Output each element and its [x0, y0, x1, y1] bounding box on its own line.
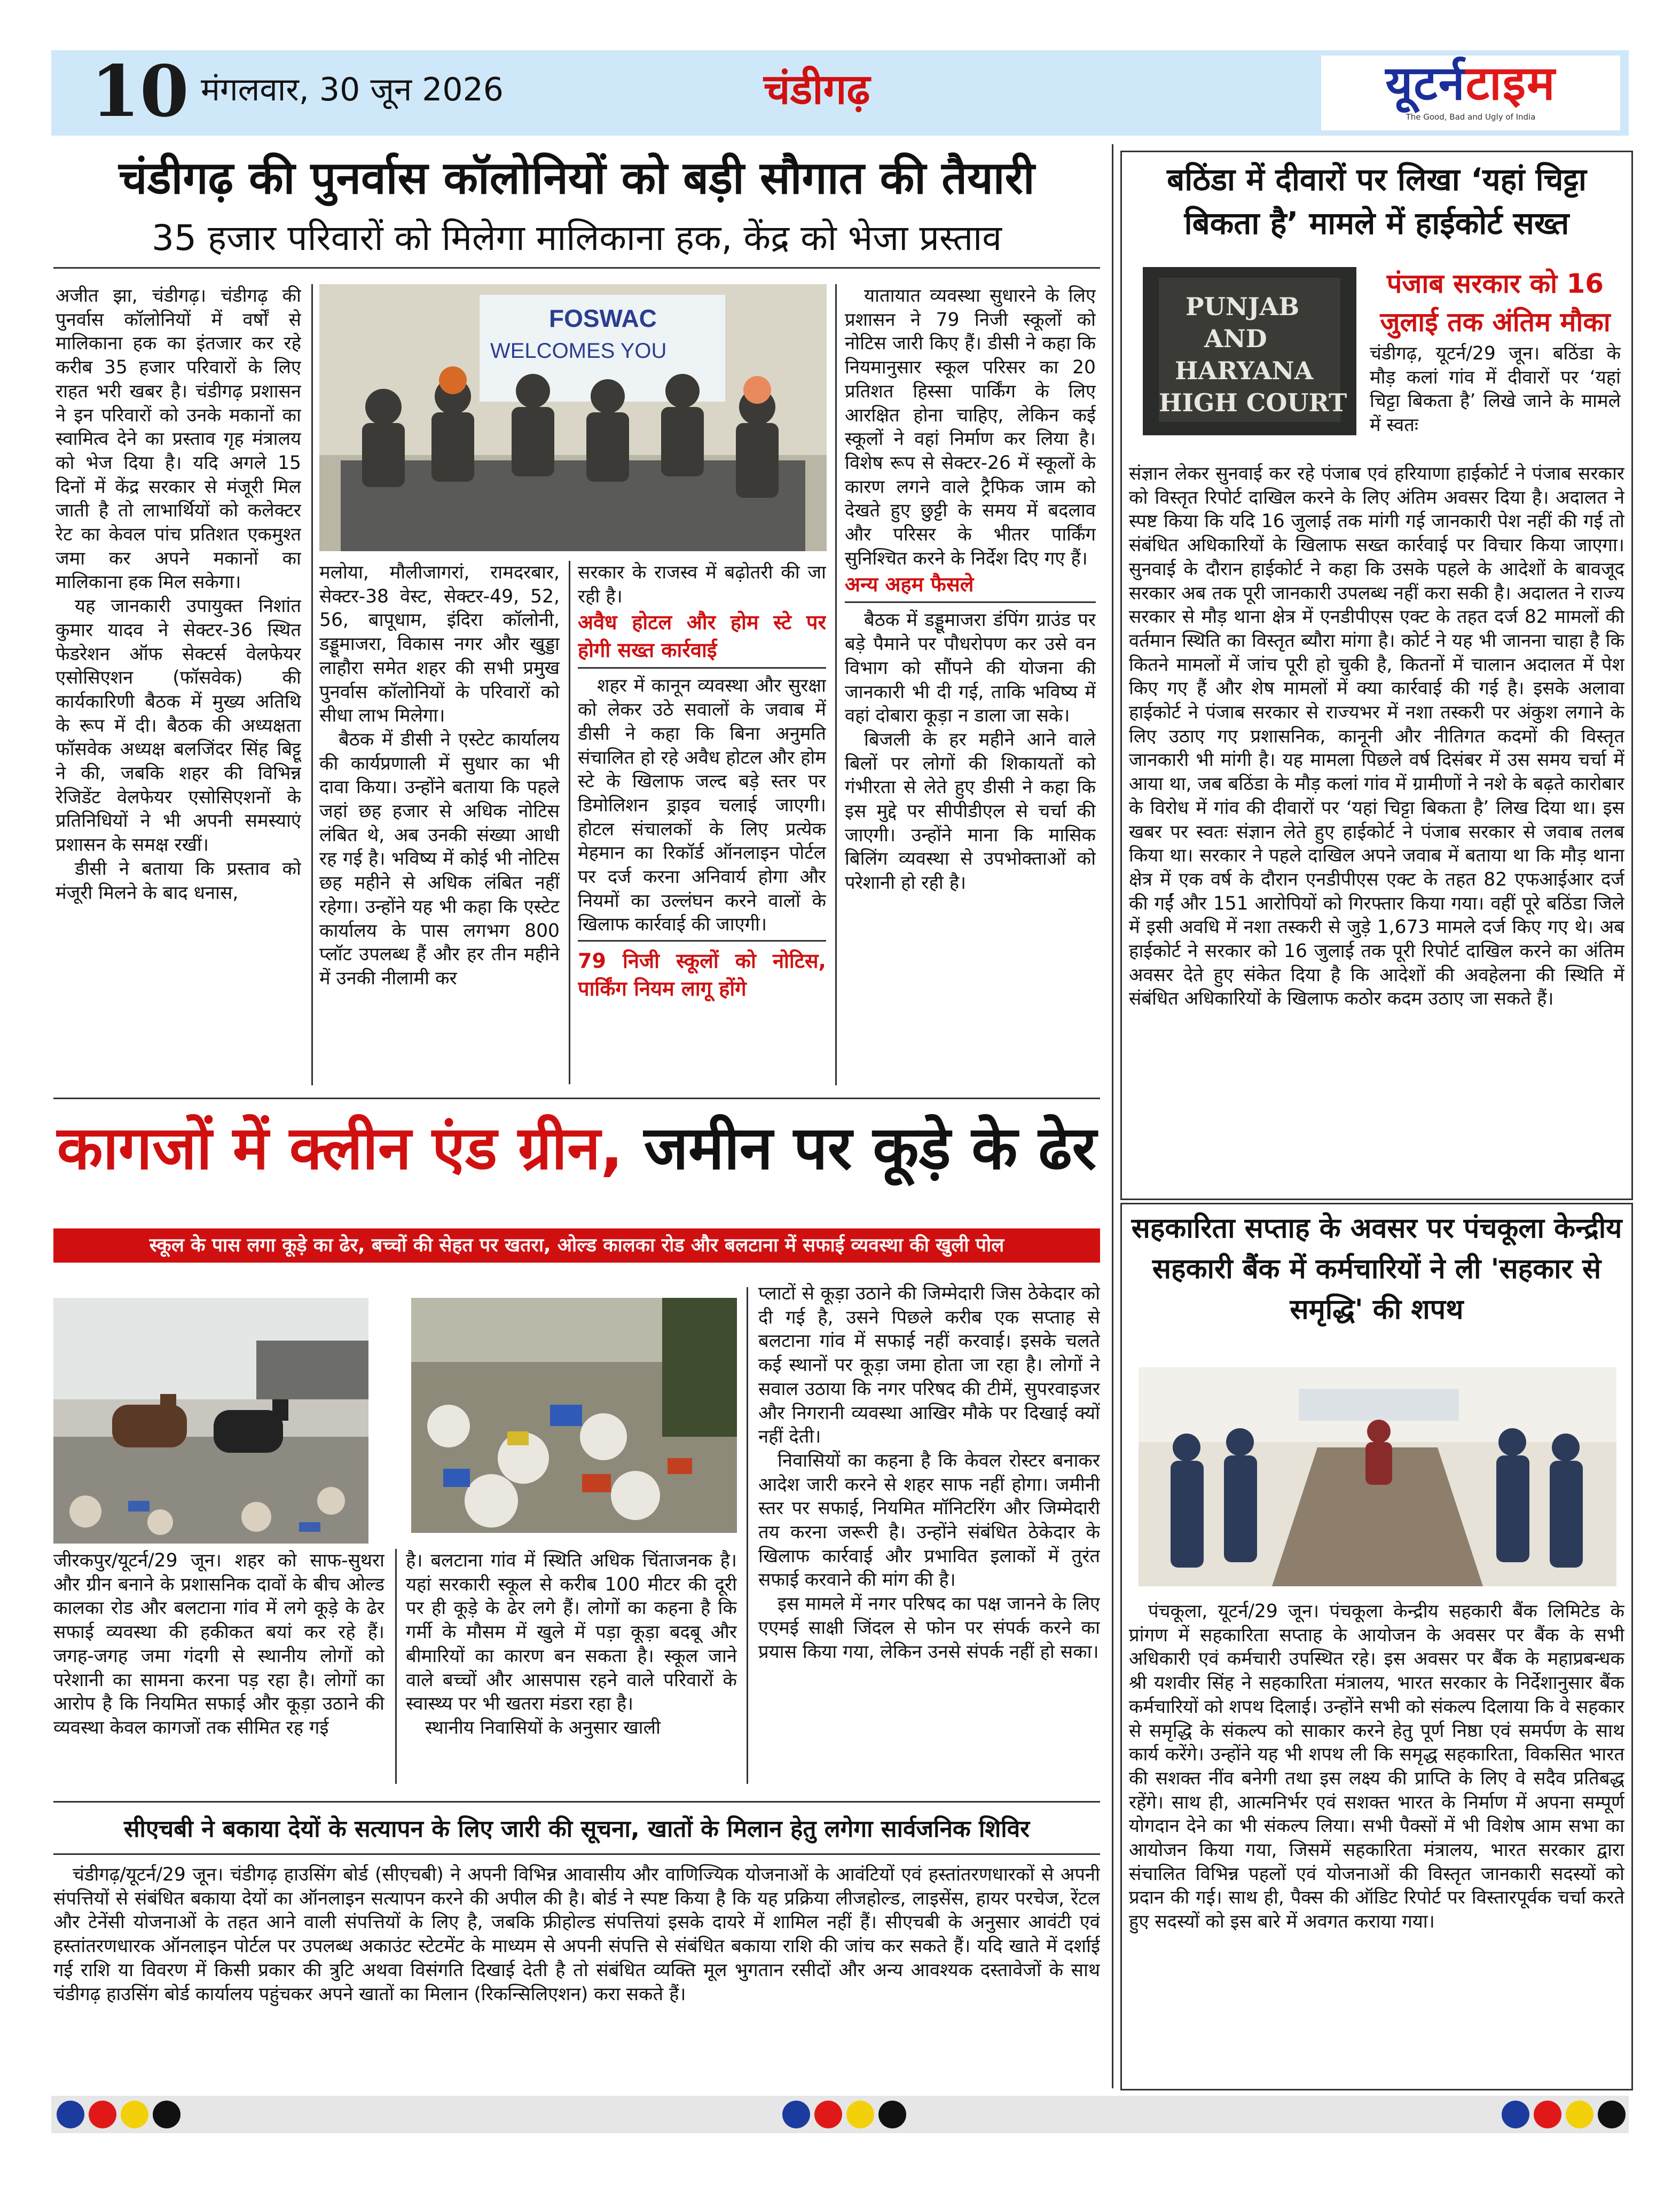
section-name: चंडीगढ़ — [764, 66, 870, 114]
paragraph: बैठक में डीसी ने एस्टेट कार्यालय की कार्यप्रणाली में सुधार का भी दावा किया। उन्होंने बताया कि पहले जहां छह हजार से अधिक नोटिस लंबित थे, अब उनकी संख्या आधी रह गई है। भविष्य में कोई भी नोटिस छह महीने से अधिक लंबित नहीं रहेगा। उन्होंने यह भी कहा कि एस्टेट कार्यालय के पास लगभग 800 प्लॉट उपलब्ध हैं और हर तीन महीने में उनकी नीलामी कर — [319, 729, 560, 989]
paragraph: बैठक में डड्डूमाजरा डंपिंग ग्राउंड पर बड़े पैमाने पर पौधरोपण कर उसे वन विभाग को सौंपने की योजना की जानकारी भी दी गई, ताकि भविष्य में वहां दोबारा कूड़ा न डाला जा सके। — [845, 609, 1096, 727]
paragraph: मलोया, मौलीजागरां, रामदरबार, सेक्टर-38 वेस्ट, सेक्टर-49, 52, 56, बापूधाम, इंदिरा कॉलोनी, डड्डूमाजरा, विकास नगर और खुड्डा लाहौरा समेत शहर की सभी प्रमुख पुनर्वास कॉलोनियों के परिवारों को सीधा लाभ मिलेगा। — [319, 562, 560, 727]
newspaper-logo — [1321, 56, 1620, 130]
divider — [845, 601, 1096, 603]
column-rule — [569, 561, 570, 1084]
logo-part2: टाइम — [1465, 56, 1556, 111]
story2-col1 — [53, 1549, 384, 1789]
story4-subheadline: पंजाब सरकार को 16 जुलाई तक अंतिम मौका — [1380, 268, 1611, 338]
story5-headline: सहकारिता सप्ताह के अवसर पर पंचकूला केन्द्रीय सहकारी बैंक में कर्मचारियों ने ली 'सहकार से समृद्धि' की शपथ — [1131, 1212, 1622, 1326]
story1-subhead-hotels: अवैध होटल और होम स्टे पर होगी सख्त कार्रवाई — [578, 610, 826, 662]
paragraph: शहर में कानून व्यवस्था और सुरक्षा को लेकर उठे सवालों के जवाब में डीसी ने कहा कि बिना अनुमति संचालित हो रहे अवैध होटल और होम स्टे के खिलाफ जल्द बड़े स्तर पर डिमोलिशन ड्राइव चलाई जाएगी। होटल संचालकों के लिए प्रत्येक मेहमान का रिकॉर्ड ऑनलाइन पोर्टल पर दर्ज करना अनिवार्य होगा और नियमों का उल्लंघन करने वालों के खिलाफ कार्रवाई की जाएगी। — [578, 675, 826, 936]
page-number: 10 — [91, 50, 189, 133]
story4-body — [1129, 462, 1624, 1196]
story2-headline-black: जमीन पर कूड़े के ढेर — [643, 1114, 1097, 1183]
story2-col3 — [758, 1282, 1100, 1789]
story1-subheadline: 35 हजार परिवारों को मिलेगा मालिकाना हक, केंद्र को भेजा प्रस्ताव — [152, 217, 1002, 259]
high-court-photo — [1143, 267, 1356, 435]
story2-strap: स्कूल के पास लगा कूड़े का ढेर, बच्चों की सेहत पर खतरा, ओल्ड कालका रोड और बलटाना में सफाई व्यवस्था की खुली पोल — [53, 1228, 1100, 1263]
story2-headline — [53, 1114, 1100, 1183]
photo-sign-text: FOSWAC — [549, 304, 657, 332]
photo-text-and: AND — [1204, 324, 1267, 353]
column-rule — [395, 1549, 397, 1784]
divider — [578, 667, 826, 669]
garbage-heap-photo — [411, 1298, 737, 1533]
story3-body — [53, 1863, 1100, 2077]
logo-part1: यूटर्न — [1385, 56, 1466, 111]
paragraph: यातायात व्यवस्था सुधारने के लिए प्रशासन ने 79 निजी स्कूलों को नोटिस जारी किए हैं। डीसी ने कहा कि नियमानुसार स्कूल परिसर का 20 प्रतिशत हिस्सा पार्किंग के लिए आरक्षित होना चाहिए, लेकिन कई स्कूलों ने वहां निर्माण कर लिया है। विशेष रूप से सेक्टर-26 में स्कूलों के कारण लगने वाले ट्रैफिक जाम को देखते हुए छुट्टी के समय में बदलाव और परिसर के भीतर पार्किंग सुनिश्चित करने के निर्देश दिए गए हैं। — [845, 285, 1096, 569]
paragraph: अजीत झा, चंडीगढ़। चंडीगढ़ की पुनर्वास कॉलोनियों में वर्षों से मालिकाना हक का इंतजार कर रहे करीब 35 हजार परिवारों के लिए राहत भरी खबर है। चंडीगढ़ प्रशासन ने इन परिवारों को उनके मकानों का स्वामित्व देने का प्रस्ताव गृह मंत्रालय को भेज दिया है। यदि अगले 15 दिनों में केंद्र सरकार से मंजूरी मिल जाती है तो लाभार्थियों को कलेक्टर रेट का केवल पांच प्रतिशत एकमुश्त जमा कर अपने मकानों का मालिकाना हक मिल सकेगा। — [56, 285, 301, 593]
paragraph: सरकार के राजस्व में बढ़ोतरी की जा रही है। — [578, 562, 826, 607]
photo-banner-text: WELCOMES YOU — [490, 339, 667, 363]
story4-headline: बठिंडा में दीवारों पर लिखा ‘यहां चिट्टा बिकता है’ मामले में हाईकोर्ट सख्त — [1167, 161, 1587, 241]
color-dots-right — [1502, 2101, 1626, 2128]
column-rule — [1112, 144, 1113, 2088]
column-rule — [311, 284, 313, 1085]
photo-text-high-court: HIGH COURT — [1159, 388, 1347, 417]
story1-col4 — [845, 284, 1096, 1085]
color-dots-left — [57, 2101, 180, 2128]
paragraph: इस मामले में नगर परिषद का पक्ष जानने के लिए एएमई साक्षी जिंदल से फोन पर संपर्क करने का प्रयास किया गया, लेकिन उनसे संपर्क नहीं हो सका। — [758, 1593, 1100, 1663]
divider — [53, 1801, 1100, 1803]
paragraph: स्थानीय निवासियों के अनुसार खाली — [425, 1717, 661, 1738]
issue-date: मंगलवार, 30 जून 2026 — [201, 71, 504, 108]
divider — [53, 1853, 1100, 1855]
paragraph: निवासियों का कहना है कि केवल रोस्टर बनाकर आदेश जारी करने से शहर साफ नहीं होगा। जमीनी स्तर पर सफाई, नियमित मॉनिटरिंग और जिम्मेदारी तय करना जरूरी है। उन्होंने संबंधित ठेकेदार के खिलाफ कार्रवाई और प्रभावित इलाकों में तुरंत सफाई करवाने की मांग की है। — [758, 1450, 1100, 1591]
column-rule — [747, 1287, 748, 1784]
story3-headline: सीएचबी ने बकाया देयों के सत्यापन के लिए जारी की सूचना, खातों के मिलान हेतु लगेगा सार्वजनिक शिविर — [123, 1815, 1030, 1843]
story1-subhead-other: अन्य अहम फैसले — [845, 573, 974, 597]
paragraph: जीरकपुर/यूटर्न/29 जून। शहर को साफ-सुथरा और ग्रीन बनाने के प्रशासनिक दावों के बीच ओल्ड कालका रोड और बलटाना गांव में लगे कूड़े के ढेर सफाई व्यवस्था की हकीकत बयां कर रहे हैं। जगह-जगह जमा गंदगी से स्थानीय लोगों को परेशानी का सामना करना पड़ रहा है। लोगों का आरोप है कि नियमित सफाई और कूड़ा उठाने की व्यवस्था केवल कागजों तक सीमित रह गई — [53, 1550, 384, 1738]
color-dots-center — [782, 2101, 906, 2128]
column-rule — [835, 284, 837, 1085]
paragraph: चंडीगढ़/यूटर्न/29 जून। चंडीगढ़ हाउसिंग बोर्ड (सीएचबी) ने अपनी विभिन्न आवासीय और वाणिज्यिक योजनाओं के आवंटियों एवं हस्तांतरणधारकों से अपनी संपत्तियों से संबंधित बकाया देयों का ऑनलाइन सत्यापन करने की अपील की है। बोर्ड ने स्पष्ट किया है कि यह प्रक्रिया लीजहोल्ड, लाइसेंस, हायर परचेज, रेंटल और टेनेंसी योजनाओं के तहत आने वाली संपत्तियों के लिए है, जबकि फ्रीहोल्ड संपत्तियां इसके दायरे में शामिल नहीं हैं। सीएचबी के अनुसार आवंटी एवं हस्तांतरणधारक ऑनलाइन पोर्टल पर उपलब्ध अकाउंट स्टेटमेंट के माध्यम से अपनी संपत्ति से संबंधित बकाया राशि की जांच कर सकते हैं। यदि खाते में दर्शाई गई राशि या विवरण में किसी प्रकार की त्रुटि अथवा विसंगति दिखाई देती है तो संबंधित व्यक्ति मूल भुगतान रसीदों और अन्य आवश्यक दस्तावेजों के साथ चंडीगढ़ हाउसिंग बोर्ड कार्यालय पहुंचकर अपने खातों का मिलान (रिकन्सिलिएशन) करा सकते हैं। — [53, 1864, 1100, 2005]
story1-col1 — [56, 284, 301, 1101]
divider — [53, 1098, 1100, 1099]
meeting-photo — [319, 284, 827, 551]
story1-headline: चंडीगढ़ की पुनर्वास कॉलोनियों को बड़ी सौगात की तैयारी — [119, 152, 1035, 204]
logo-tagline: The Good, Bad and Ugly of India — [1406, 112, 1536, 122]
paragraph: प्लाटों से कूड़ा उठाने की जिम्मेदारी जिस ठेकेदार को दी गई है, उसने पिछले करीब एक सप्ताह से बलटाना गांव में सफाई नहीं करवाई। इसके चलते कई स्थानों पर कूड़ा जमा होता जा रहा है। लोगों ने सवाल उठाया कि नगर परिषद की टीमें, सुपरवाइजर और निगरानी व्यवस्था आखिर मौके पर दिखाई क्यों नहीं देती। — [758, 1283, 1100, 1448]
bank-oath-photo — [1139, 1367, 1616, 1586]
story1-col2 — [319, 561, 560, 1041]
story5-body — [1129, 1600, 1624, 2086]
paragraph: पंचकूला, यूटर्न/29 जून। पंचकूला केन्द्रीय सहकारी बैंक लिमिटेड के प्रांगण में सहकारिता सप्ताह के आयोजन के अवसर पर बैंक के सभी अधिकारी एवं कर्मचारी उपस्थित रहे। इस अवसर पर बैंक के महाप्रबन्धक श्री यशवीर सिंह ने सहकारिता मंत्रालय, भारत सरकार के निर्देशानुसार बैंक कर्मचारियों को शपथ दिलाई। उन्होंने सभी को संकल्प दिलाया कि वे सहकार से समृद्धि के संकल्प को साकार करने हेतु पूर्ण निष्ठा एवं समर्पण के साथ कार्य करेंगे। उन्होंने यह भी शपथ ली कि समृद्ध सहकारिता, विकसित भारत की सशक्त नींव बनेगी तथा इस लक्ष्य की प्राप्ति के लिए वे सदैव प्रतिबद्ध रहेंगे। साथ ही, आत्मनिर्भर एवं सशक्त भारत के निर्माण में अपना सम्पूर्ण योगदान देने का भी संकल्प लिया। सभी पैक्सों में भी विशेष आम सभा का आयोजन किया गया, जिसमें सहकारिता मंत्रालय, भारत सरकार द्वारा संचालित विभिन्न पहलों एवं योजनाओं की विस्तृत जानकारी सदस्यों को प्रदान की गई। साथ ही, पैक्स की ऑडिट रिपोर्ट पर विस्तारपूर्वक चर्चा करते हुए सदस्यों को इस बारे में अवगत कराया गया। — [1129, 1601, 1624, 1933]
photo-text-punjab: PUNJAB — [1186, 292, 1300, 321]
story4-body-top — [1370, 342, 1621, 465]
divider — [578, 940, 826, 942]
paragraph: डीसी ने बताया कि प्रस्ताव को मंजूरी मिलने के बाद धनास, — [56, 858, 301, 904]
paragraph: चंडीगढ़, यूटर्न/29 जून। बठिंडा के मौड़ कलां गांव में दीवारों पर ‘यहां चिट्टा बिकता है’ लिखे जाने के मामले में स्वतः — [1370, 343, 1621, 436]
paragraph: है। बलटाना गांव में स्थिति अधिक चिंताजनक है। यहां सरकारी स्कूल से करीब 100 मीटर की दूरी पर ही कूड़े के ढेर लगे हैं। लोगों का कहना है कि गर्मी के मौसम में खुले में पड़ा कूड़ा बदबू और बीमारियों का कारण बन सकता है। स्कूल जाने वाले बच्चों और आसपास रहने वाले परिवारों के स्वास्थ्य पर भी खतरा मंडरा रहा है। — [406, 1550, 737, 1715]
paragraph: संज्ञान लेकर सुनवाई कर रहे पंजाब एवं हरियाणा हाईकोर्ट ने पंजाब सरकार को विस्तृत रिपोर्ट दाखिल करने के लिए अंतिम अवसर दिया है। अदालत ने स्पष्ट किया कि यदि 16 जुलाई तक मांगी गई जानकारी पेश नहीं की गई तो संबंधित अधिकारियों के खिलाफ सख्त कार्रवाई पर विचार किया जाएगा। सुनवाई के दौरान हाईकोर्ट ने कहा कि उसके पहले के आदेशों के बावजूद सरकार अब तक पूरी जानकारी उपलब्ध नहीं करा सकी है। अदालत ने राज्य सरकार से मौड़ थाना क्षेत्र में एनडीपीएस एक्ट के तहत दर्ज 82 मामलों की वर्तमान स्थिति का विस्तृत ब्यौरा मांगा है। कोर्ट ने यह भी जानना चाहा है कि कितने मामलों में जांच पूरी हो चुकी है, कितनों में चालान अदालत में पेश किए गए हैं और शेष मामलों में क्या कार्रवाई की गई है। इसके अलावा हाईकोर्ट ने पंजाब सरकार से राज्यभर में नशा तस्करी पर अंकुश लगाने के लिए उठाए गए प्रशासनिक, कानूनी और नीतिगत कदमों की विस्तृत जानकारी भी मांगी है। यह मामला पिछले वर्ष दिसंबर में उस समय चर्चा में आया था, जब बठिंडा के मौड़ कलां गांव में ग्रामीणों ने नशे के बढ़ते कारोबार के विरोध में गांव की दीवारों पर ‘यहां चिट्टा बिकता है’ लिख दिया था। इस खबर पर स्वतः संज्ञान लेते हुए हाईकोर्ट ने पंजाब सरकार से जवाब तलब किया था। सरकार ने पहले दाखिल अपने जवाब में बताया था कि मौड़ थाना क्षेत्र में एक वर्ष के दौरान एनडीपीएस एक्ट के तहत 82 एफआईआर दर्ज की गईं और 151 आरोपियों को गिरफ्तार किया गया। वहीं पूरे बठिंडा जिले में इसी अवधि में नशा तस्करी से जुड़े 1,673 मामले दर्ज किए गए थे। अब हाईकोर्ट ने सरकार को 16 जुलाई तक पूरी रिपोर्ट दाखिल करने का अंतिम अवसर देते हुए संकेत दिया है कि आदेशों की अवहेलना की स्थिति में संबंधित अधिकारियों के खिलाफ कठोर कदम उठाए जा सकते हैं। — [1129, 463, 1624, 1010]
paragraph: बिजली के हर महीने आने वाले बिलों पर लोगों की शिकायतों को गंभीरता से लेते हुए डीसी ने कहा कि इस मुद्दे पर सीपीडीएल से चर्चा की जाएगी। उन्होंने माना कि मासिक बिलिंग व्यवस्था से उपभोक्ताओं को परेशानी हो रही है। — [845, 729, 1096, 894]
goats-garbage-photo — [53, 1298, 368, 1544]
photo-text-haryana: HARYANA — [1175, 356, 1314, 385]
story2-headline-red: कागजों में क्लीन एंड ग्रीन, — [57, 1114, 623, 1183]
divider — [53, 267, 1100, 269]
story2-col2 — [406, 1549, 737, 1789]
story1-subhead-schools: 79 निजी स्कूलों को नोटिस, पार्किंग नियम लागू होंगे — [578, 949, 826, 1001]
paragraph: यह जानकारी उपायुक्त निशांत कुमार यादव ने सेक्टर-36 स्थित फेडरेशन ऑफ सेक्टर्स वेलफेयर एसोसिएशन (फॉसवेक) की कार्यकारिणी बैठक में मुख्य अतिथि के रूप में दी। बैठक की अध्यक्षता फॉसवेक अध्यक्ष बलजिंदर सिंह बिट्टू ने की, जबकि शहर की विभिन्न रेजिडेंट वेलफेयर एसोसिएशनों के प्रतिनिधियों ने भी अपनी समस्याएं प्रशासन के समक्ष रखीं। — [56, 596, 301, 856]
story1-col3 — [578, 561, 826, 1084]
